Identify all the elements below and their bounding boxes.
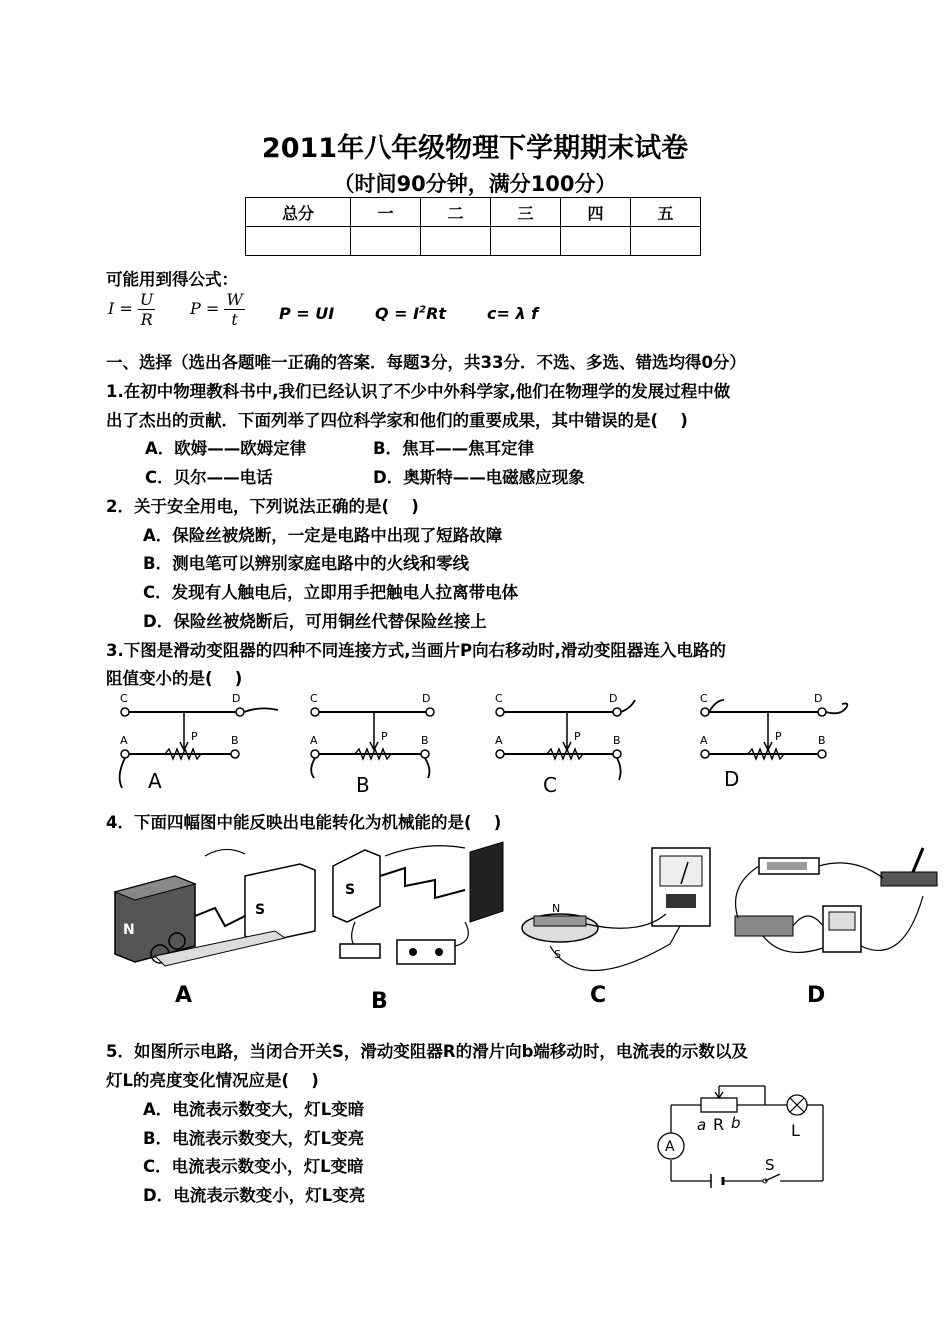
q3-b-caption: B [356,773,370,797]
q3-d-label-b: B [818,734,826,747]
q3-b-label-c: C [310,692,318,705]
q5-label-a: a [697,1116,707,1134]
q3-d-label-c: C [700,692,708,705]
q3-figure-a [120,692,278,793]
q5-rheostat [701,1098,737,1112]
score-header-3: 三 [491,198,561,227]
q1-option-a[interactable]: A．欧姆——欧姆定律 [145,439,307,458]
q3-c-caption: C [543,773,557,797]
score-cell-3[interactable] [491,227,561,256]
q1-text-line1: 1.在初中物理教科书中,我们已经认识了不少中外科学家,他们在物理学的发展过程中做 [106,382,731,401]
q4-a-caption: A [175,983,193,1008]
formula-power [190,290,245,329]
q4-b-label-s: S [345,882,356,898]
q3-figure-b [310,692,434,797]
q3-a-label-p: P [191,730,198,743]
q3-figure-c [495,692,635,797]
q3-a-label-c: C [120,692,128,705]
q2-option-b[interactable]: B．测电笔可以辨别家庭电路中的火线和零线 [143,554,470,573]
section1-heading: 一、选择（选出各题唯一正确的答案．每题3分，共33分．不选、多选、错选均得0分） [106,353,746,372]
score-table [245,197,701,256]
q3-text-line2: 阻值变小的是( ) [106,669,243,688]
score-cell-2[interactable] [421,227,491,256]
q5-option-d[interactable]: D．电流表示数变小，灯L变亮 [143,1186,366,1205]
formula-pui: P = UI [279,304,335,323]
page-title: 2011年八年级物理下学期期末试卷 [261,133,689,164]
q3-c-label-d: D [609,692,618,705]
score-cell-5[interactable] [631,227,701,256]
score-header-2: 二 [421,198,491,227]
q3-b-label-a: A [310,734,318,747]
q3-c-label-p: P [574,730,581,743]
score-cell-total[interactable] [246,227,351,256]
q5-option-a[interactable]: A．电流表示数变大，灯L变暗 [143,1100,365,1119]
q2-text-line1: 2．关于安全用电，下列说法正确的是( ) [106,497,419,516]
formula-ohm [108,290,155,329]
q3-d-label-a: A [700,734,708,747]
q1-option-b[interactable]: B．焦耳——焦耳定律 [373,439,535,458]
score-cell-4[interactable] [561,227,631,256]
q4-figures [105,836,945,1016]
q5-text-line1: 5．如图所示电路，当闭合开关S，滑动变阻器R的滑片向b端移动时，电流表的示数以及 [106,1042,748,1061]
q3-a-caption: A [148,769,162,793]
q3-text-line1: 3.下图是滑动变阻器的四种不同连接方式,当画片P向右移动时,滑动变阻器连入电路的 [106,641,726,660]
formula-ohm-lhs: I = [108,299,133,318]
score-table-header-row [246,198,701,227]
formula-ohm-num: U [139,290,154,309]
formula-power-num: W [226,290,243,309]
q4-a-label-n: N [123,922,135,938]
q4-figure-d [735,848,937,1008]
q4-c-caption: C [590,983,607,1008]
page-subtitle: （时间90分钟，满分100分） [333,172,617,196]
q3-c-label-b: B [613,734,621,747]
q5-option-c[interactable]: C．电流表示数变小，灯L变暗 [143,1157,364,1176]
q4-figure-a [115,849,315,1008]
q4-a-label-s: S [255,902,266,918]
q3-d-caption: D [724,767,740,791]
formula-joule: $Q = I^2Rt$ [375,304,447,323]
formula-power-den: t [231,310,238,329]
formulas-label: 可能用到得公式： [106,270,238,289]
score-header-5: 五 [631,198,701,227]
q2-option-d[interactable]: D．保险丝被烧断后，可用铜丝代替保险丝接上 [143,612,487,631]
q3-c-label-c: C [495,692,503,705]
q3-rheostat-figures [100,688,880,798]
q3-b-label-d: D [422,692,431,705]
q3-c-label-a: A [495,734,503,747]
score-table-blank-row [246,227,701,256]
formula-power-lhs: P = [190,299,220,318]
q1-option-d[interactable]: D．奥斯特——电磁感应现象 [373,468,585,487]
q4-figure-b [333,842,503,1014]
q5-text-line2: 灯L的亮度变化情况应是( ) [106,1071,319,1090]
q5-label-l: L [791,1121,800,1140]
q2-option-a[interactable]: A．保险丝被烧断，一定是电路中出现了短路故障 [143,526,503,545]
q5-ammeter-label: A [665,1139,675,1155]
q1-text-line2: 出了杰出的贡献．下面列举了四位科学家和他们的重要成果，其中错误的是( ) [106,411,688,430]
formula-ohm-den: R [140,310,153,329]
q3-d-label-d: D [814,692,823,705]
q3-b-label-b: B [421,734,429,747]
q3-a-label-a: A [120,734,128,747]
q5-option-b[interactable]: B．电流表示数变大，灯L变亮 [143,1129,365,1148]
q3-a-label-d: D [232,692,241,705]
q2-option-c[interactable]: C．发现有人触电后，立即用手把触电人拉离带电体 [143,583,519,602]
formula-wave: c= λ f [487,304,539,323]
q4-b-caption: B [371,989,388,1014]
q1-option-c[interactable]: C．贝尔——电话 [145,468,273,487]
score-header-4: 四 [561,198,631,227]
q5-label-r: R [713,1115,725,1134]
score-cell-1[interactable] [351,227,421,256]
q3-figure-d [700,692,847,791]
q3-b-label-p: P [381,730,388,743]
q4-c-label-s: S [554,948,561,961]
q4-d-caption: D [807,983,826,1008]
score-header-1: 一 [351,198,421,227]
q4-figure-c [522,848,710,1008]
q5-label-b: b [731,1114,741,1132]
q5-circuit-diagram [655,1078,835,1190]
q3-d-label-p: P [775,730,782,743]
q4-c-label-n: N [552,902,561,915]
q4-text-line1: 4．下面四幅图中能反映出电能转化为机械能的是( ) [106,813,502,832]
q5-label-s: S [765,1156,775,1174]
score-header-total: 总分 [246,198,351,227]
q3-a-label-b: B [231,734,239,747]
